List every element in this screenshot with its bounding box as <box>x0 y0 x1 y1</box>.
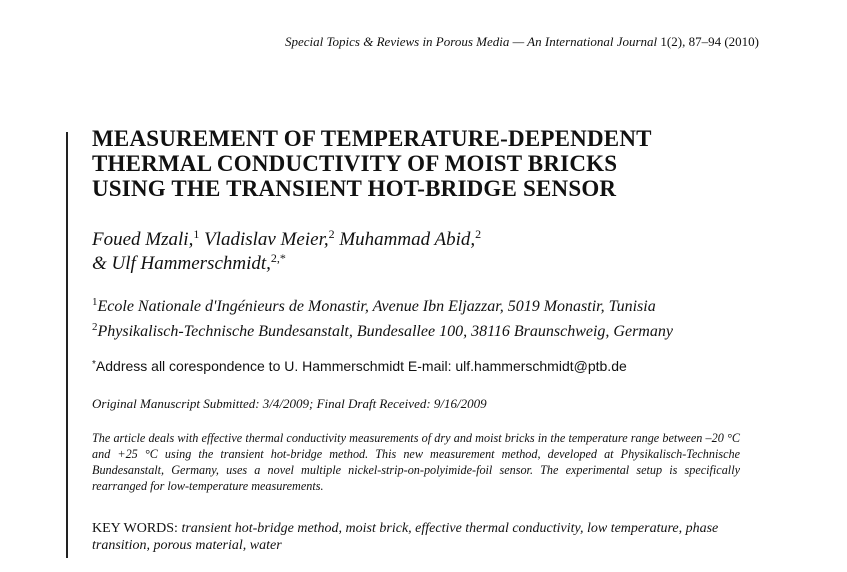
abstract: The article deals with effective thermal conductivity measurements of dry and moist bricks in the temperature range between –20 °C and +25 °C using the transient hot-bridge method. This new measurement method, developed at Physikalisch-Technische Bundesanstalt, Germany, uses a novel multiple nickel-strip-on-polyimide-foil sensor. The experimental setup is specifically rearranged for low-temperature measurements. <box>92 431 740 493</box>
margin-rule <box>66 132 68 558</box>
keywords-list: transient hot-bridge method, moist brick, effective thermal conductivity, low temperature, phase transition, porous material, water <box>92 521 719 553</box>
author-affiliation-mark: 2,* <box>270 251 286 265</box>
manuscript-dates: Original Manuscript Submitted: 3/4/2009; Final Draft Received: 9/16/2009 <box>92 396 487 411</box>
keywords <box>92 520 752 554</box>
author-affiliation-mark: 2 <box>328 227 335 241</box>
author-list <box>92 228 792 276</box>
affiliation-line <box>92 294 792 319</box>
journal-name: Special Topics & Reviews in Porous Media — An International Journal <box>285 34 658 49</box>
article-title <box>92 126 792 201</box>
title-line: THERMAL CONDUCTIVITY OF MOIST BRICKS <box>92 151 618 176</box>
author-line <box>92 252 792 276</box>
author-name: Foued Mzali, <box>92 229 194 250</box>
author-affiliation-mark: 1 <box>193 227 200 241</box>
journal-header <box>0 34 759 50</box>
affiliation-mark: 2 <box>92 321 98 333</box>
affiliation-list <box>92 294 792 344</box>
correspondence-mark: * <box>92 359 96 370</box>
affiliation-mark: 1 <box>92 296 98 308</box>
journal-volume: 1(2), 87–94 (2010) <box>660 34 759 49</box>
author-name: Vladislav Meier, <box>204 229 329 250</box>
keywords-label: KEY WORDS: <box>92 521 178 536</box>
author-line <box>92 228 792 252</box>
title-line: USING THE TRANSIENT HOT-BRIDGE SENSOR <box>92 176 617 201</box>
affiliation-text: Physikalisch-Technische Bundesanstalt, Bundesallee 100, 38116 Braunschweig, Germany <box>97 323 673 340</box>
title-line: MEASUREMENT OF TEMPERATURE-DEPENDENT <box>92 126 652 151</box>
author-affiliation-mark: 2 <box>475 227 482 241</box>
correspondence-line <box>92 358 792 374</box>
affiliation-line <box>92 319 792 344</box>
correspondence-text: Address all corespondence to U. Hammerschmidt E-mail: ulf.hammerschmidt@ptb.de <box>95 358 627 374</box>
affiliation-text: Ecole Nationale d'Ingénieurs de Monastir, Avenue Ibn Eljazzar, 5019 Monastir, Tunisia <box>97 298 656 315</box>
author-name: Muhammad Abid, <box>339 229 476 250</box>
author-name: & Ulf Hammerschmidt, <box>92 253 271 274</box>
